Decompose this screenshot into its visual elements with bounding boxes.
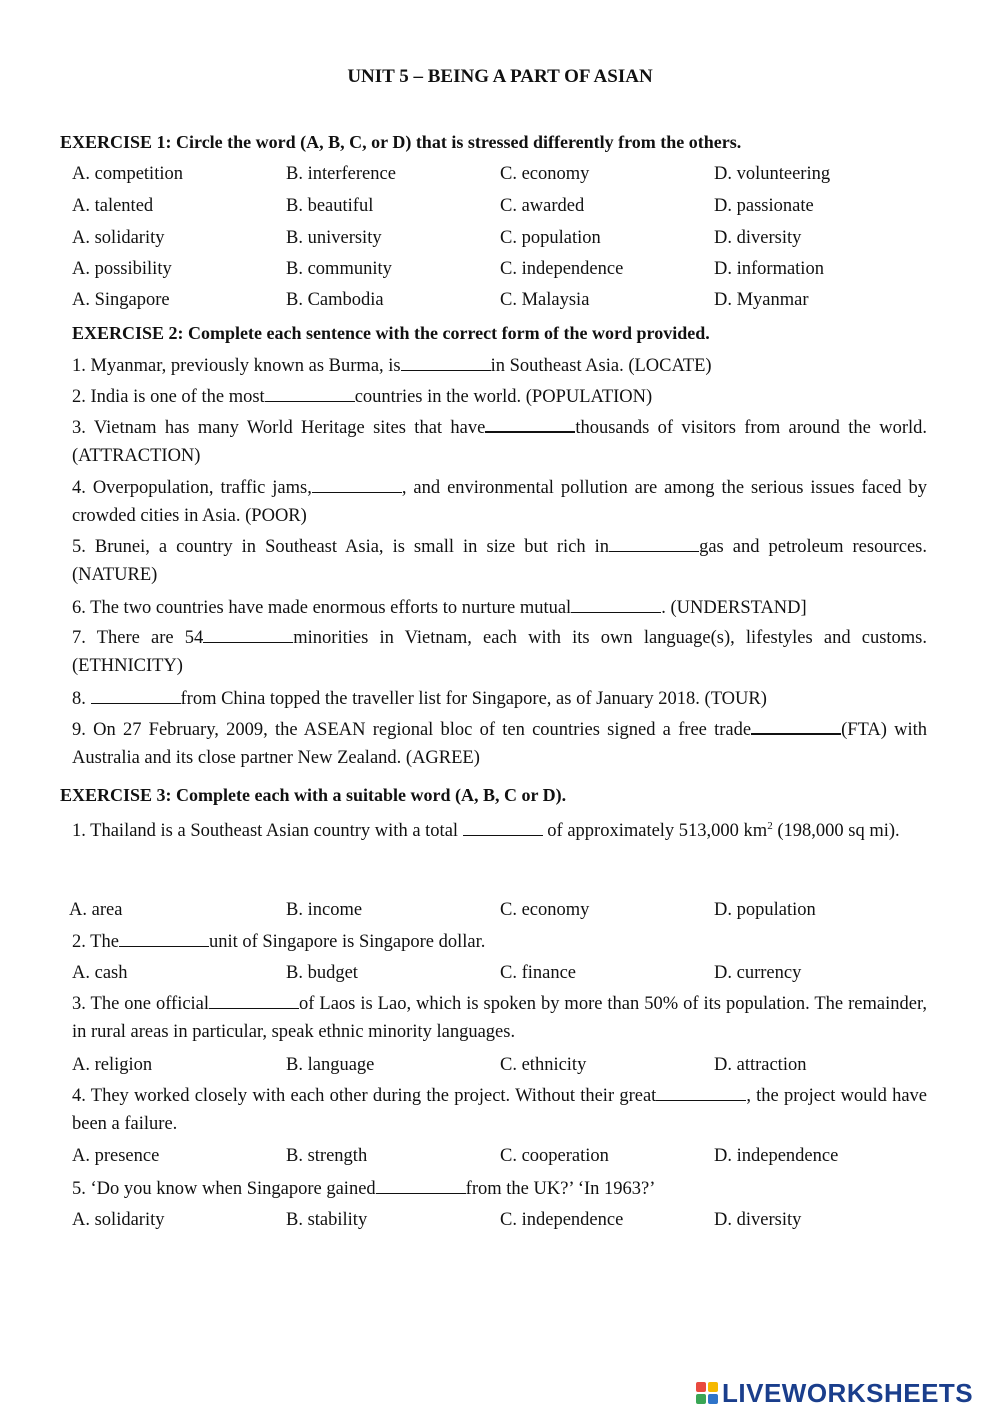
option-c: C. independence — [500, 1210, 624, 1230]
ex3-question-1: 1. Thailand is a Southeast Asian country with a total of approximately 513,000 $km^2$ (198,000 sq mi). — [72, 820, 900, 842]
option-b: B. language — [286, 1055, 375, 1075]
ex2-question-2: 2. India is one of the most countries in the world. (POPULATION) — [72, 387, 653, 407]
ex3-options-4 — [72, 1146, 932, 1172]
ex1-option-a: A. solidarity — [72, 228, 165, 248]
exercise-1-heading: EXERCISE 1: Circle the word (A, B, C, or D) that is stressed differently from the others. — [60, 132, 742, 152]
answer-blank[interactable] — [571, 597, 661, 613]
ex1-option-d: D. diversity — [714, 228, 802, 248]
option-d: D. diversity — [714, 1210, 802, 1230]
option-b: B. strength — [286, 1146, 368, 1166]
ex1-option-a: A. possibility — [72, 259, 172, 279]
liveworksheets-logo[interactable] — [696, 1380, 996, 1406]
ex1-option-c: C. economy — [500, 164, 590, 184]
ex1-option-d: D. Myanmar — [714, 290, 809, 310]
answer-blank[interactable] — [485, 416, 575, 433]
option-c: C. ethnicity — [500, 1055, 587, 1075]
ex1-option-a: A. Singapore — [72, 290, 170, 310]
ex2-question-9: 9. On 27 February, 2009, the ASEAN regional bloc of ten countries signed a free trade (FTA) with Australia and its close partner New Zealand. (AGREE) — [72, 720, 927, 768]
answer-blank[interactable] — [203, 627, 293, 643]
ex1-row — [72, 196, 932, 222]
ex2-question-6: 6. The two countries have made enormous efforts to nurture mutual . (UNDERSTAND] — [72, 598, 807, 618]
answer-blank[interactable] — [609, 536, 699, 552]
ex1-option-d: D. volunteering — [714, 164, 831, 184]
exercise-2-heading: EXERCISE 2: Complete each sentence with the correct form of the word provided. — [72, 323, 710, 343]
ex2-question-5: 5. Brunei, a country in Southeast Asia, is small in size but rich in gas and petroleum resources. (NATURE) — [72, 537, 927, 585]
ex1-row — [72, 290, 932, 316]
ex1-option-b: B. community — [286, 259, 392, 279]
option-d: D. independence — [714, 1146, 839, 1166]
answer-blank[interactable] — [91, 688, 181, 704]
answer-blank[interactable] — [265, 386, 355, 402]
ex1-option-c: C. Malaysia — [500, 290, 590, 310]
option-c: C. cooperation — [500, 1146, 609, 1166]
ex1-option-b: B. interference — [286, 164, 396, 184]
ex1-row — [72, 164, 932, 190]
answer-blank[interactable] — [751, 718, 841, 735]
option-a: A. area — [69, 900, 123, 920]
option-c: C. finance — [500, 963, 577, 983]
ex2-question-3: 3. Vietnam has many World Heritage sites that have thousands of visitors from around the world. (ATTRACTION) — [72, 418, 927, 466]
page-title: UNIT 5 – BEING A PART OF ASIAN — [347, 66, 653, 87]
option-a: A. presence — [72, 1146, 160, 1166]
ex3-options-5 — [72, 1210, 932, 1236]
answer-blank[interactable] — [656, 1085, 746, 1101]
option-d: D. currency — [714, 963, 802, 983]
liveworksheets-brand-text: LIVEWORKSHEETS — [722, 1378, 974, 1408]
option-a: A. religion — [72, 1055, 153, 1075]
ex3-question-2: 2. The unit of Singapore is Singapore dollar. — [72, 932, 486, 952]
answer-blank[interactable] — [463, 820, 543, 836]
ex1-row — [72, 259, 932, 285]
ex3-options-1 — [69, 900, 929, 926]
answer-blank[interactable] — [376, 1178, 466, 1194]
ex1-row — [72, 228, 932, 254]
answer-blank[interactable] — [209, 993, 299, 1009]
option-d: D. population — [714, 900, 816, 920]
ex1-option-d: D. information — [714, 259, 824, 279]
ex1-option-b: B. beautiful — [286, 196, 374, 216]
ex1-option-d: D. passionate — [714, 196, 814, 216]
answer-blank[interactable] — [119, 931, 209, 947]
ex2-question-4: 4. Overpopulation, traffic jams, , and environmental pollution are among the serious issues faced by crowded cities in Asia. (POOR) — [72, 478, 927, 526]
ex3-options-2 — [72, 963, 932, 989]
ex1-option-a: A. talented — [72, 196, 154, 216]
ex3-question-3: 3. The one official of Laos is Lao, which is spoken by more than 50% of its population. The remainder, in rural areas in particular, speak ethnic minority languages. — [72, 994, 927, 1042]
ex1-option-b: B. Cambodia — [286, 290, 384, 310]
answer-blank[interactable] — [401, 355, 491, 371]
option-a: A. cash — [72, 963, 128, 983]
option-c: C. economy — [500, 900, 590, 920]
ex3-question-5: 5. ‘Do you know when Singapore gained from the UK?’ ‘In 1963?’ — [72, 1179, 656, 1199]
ex2-question-8: 8. from China topped the traveller list for Singapore, as of January 2018. (TOUR) — [72, 689, 767, 709]
option-b: B. income — [286, 900, 363, 920]
ex2-question-7: 7. There are 54 minorities in Vietnam, each with its own language(s), lifestyles and customs. (ETHNICITY) — [72, 628, 928, 676]
ex2-question-1: 1. Myanmar, previously known as Burma, is in Southeast Asia. (LOCATE) — [72, 356, 712, 376]
ex1-option-a: A. competition — [72, 164, 183, 184]
ex1-option-c: C. population — [500, 228, 601, 248]
answer-blank[interactable] — [312, 477, 402, 493]
ex3-options-3 — [72, 1055, 932, 1081]
ex1-option-c: C. independence — [500, 259, 624, 279]
ex1-option-b: B. university — [286, 228, 382, 248]
option-b: B. stability — [286, 1210, 368, 1230]
option-b: B. budget — [286, 963, 358, 983]
option-a: A. solidarity — [72, 1210, 165, 1230]
exercise-3-heading: EXERCISE 3: Complete each with a suitable word (A, B, C or D). — [60, 785, 567, 805]
liveworksheets-logo-icon — [696, 1382, 718, 1404]
option-d: D. attraction — [714, 1055, 807, 1075]
ex1-option-c: C. awarded — [500, 196, 585, 216]
ex3-question-4: 4. They worked closely with each other during the project. Without their great , the project would have been a failure. — [72, 1086, 927, 1134]
